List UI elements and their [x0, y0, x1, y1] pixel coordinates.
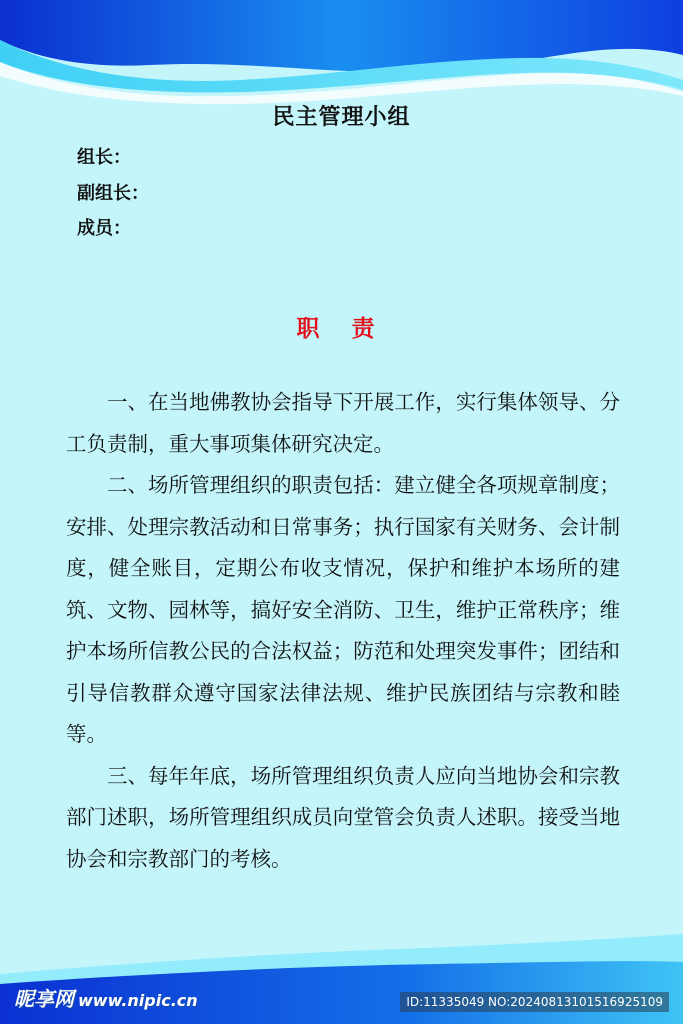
top-wave-decoration [0, 0, 683, 110]
nipic-logo [14, 983, 198, 1012]
duties-body [66, 382, 620, 880]
member-members-label: 成员： [77, 218, 131, 239]
logo-site: www.nipic.cn [78, 991, 198, 1010]
duties-heading: 职 责 [296, 316, 387, 342]
duty-paragraph-2: 二、场所管理组织的职责包括：建立健全各项规章制度；安排、处理宗教活动和日常事务；执行国家有关财务、会计制度，健全账目，定期公布收支情况，保护和维护本场所的建筑、文物、园林等，搞好安全消防、卫生，维护正常秩序；维护本场所信教公民的合法权益；防范和处理突发事件；团结和引导信教群众遵守国家法律法规、维护民族团结与宗教和睦等。 [66, 473, 620, 746]
image-id-label: ID:11335049 NO:20240813101516925109 [400, 992, 669, 1012]
duty-paragraph-1: 一、在当地佛教协会指导下开展工作，实行集体领导、分工负责制，重大事项集体研究决定。 [66, 390, 620, 456]
duty-paragraph-3: 三、每年年底，场所管理组织负责人应向当地协会和宗教部门述职，场所管理组织成员向堂管会负责人述职。接受当地协会和宗教部门的考核。 [66, 763, 620, 871]
page-title: 民主管理小组 [272, 105, 411, 130]
member-leader-label: 组长： [77, 147, 131, 168]
logo-text: 昵享网 [14, 987, 74, 1011]
member-deputy-leader-label: 副组长： [77, 183, 149, 204]
watermark-bar [0, 980, 683, 1024]
